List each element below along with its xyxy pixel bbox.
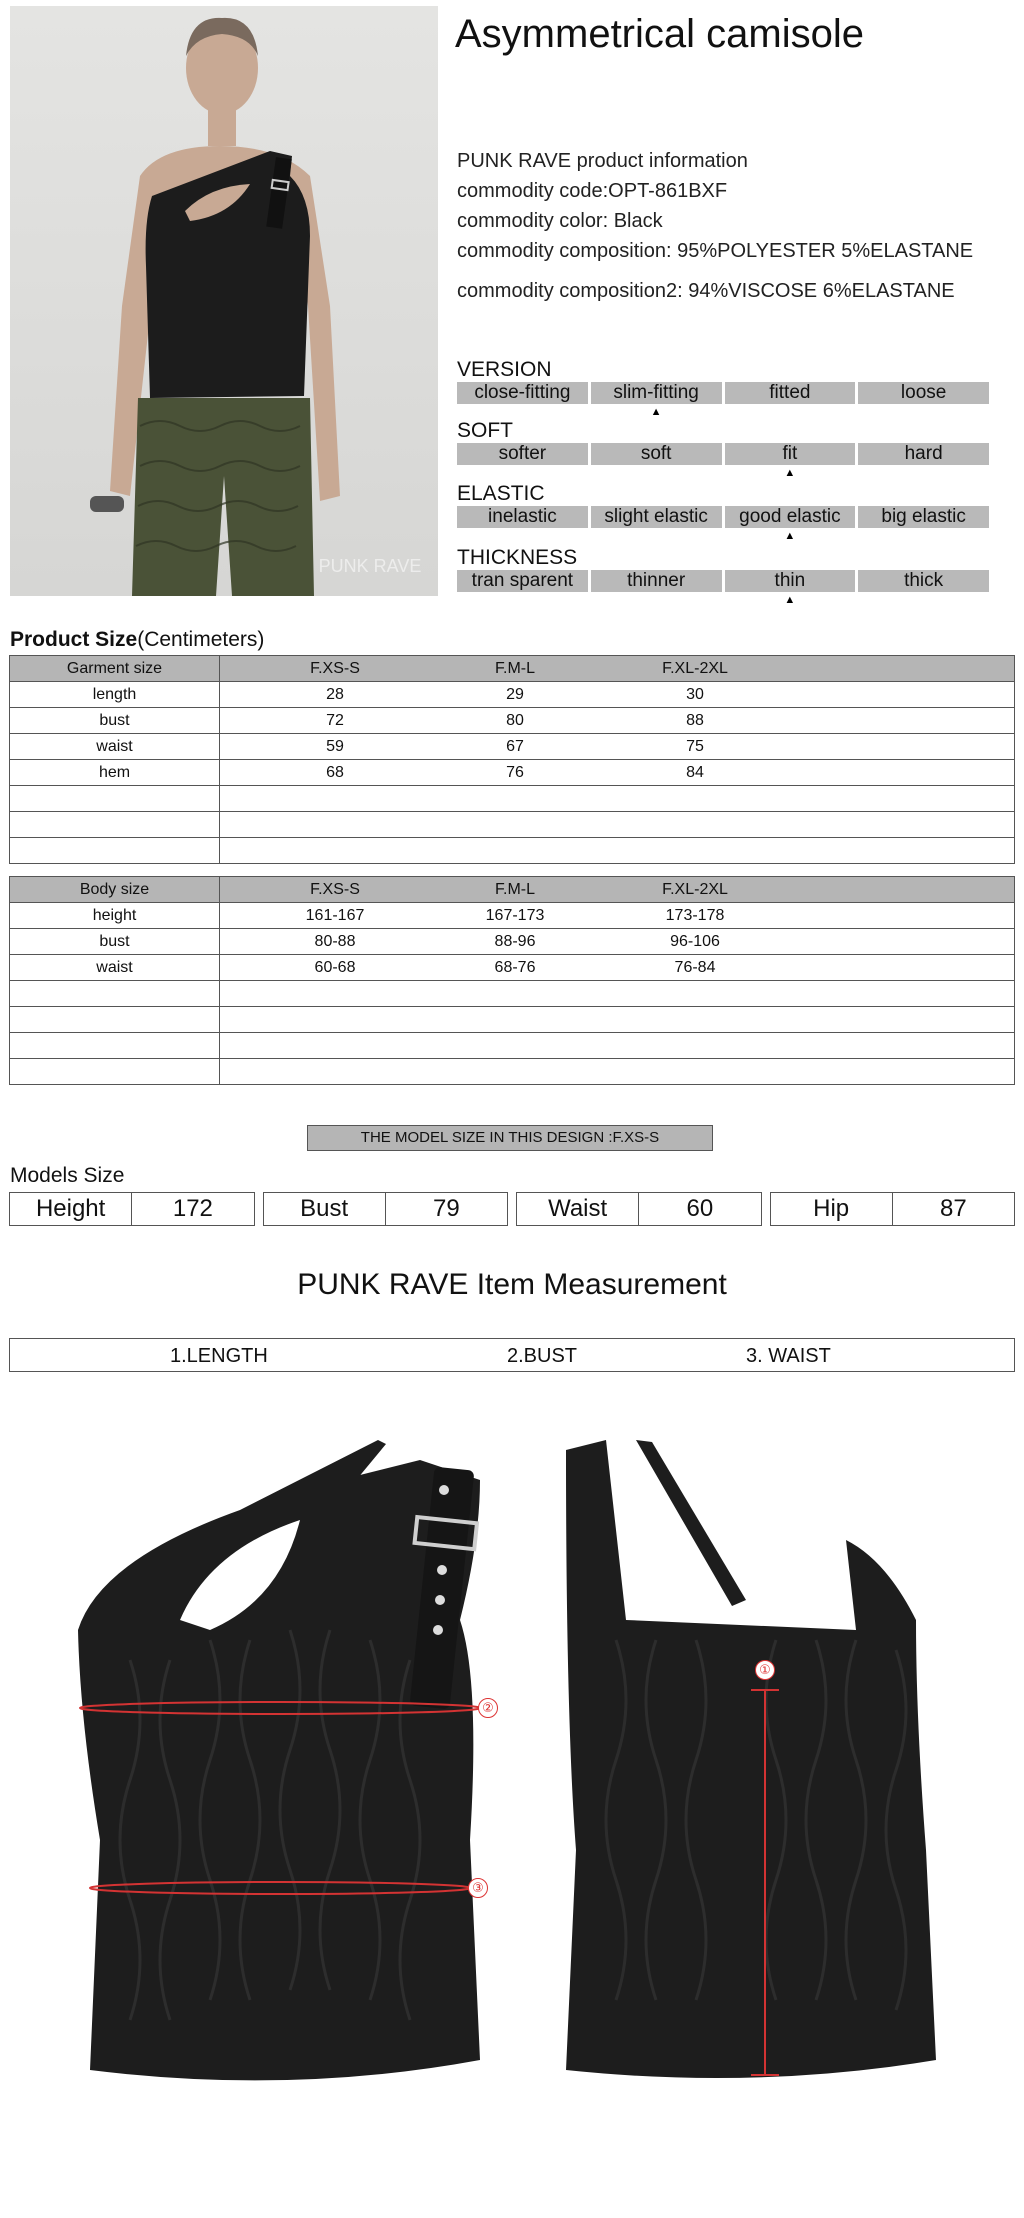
model-measure-box (263, 1192, 509, 1226)
table-cell: 84 (686, 764, 704, 781)
attr-version-option: slim-fitting ▲ (591, 382, 722, 404)
table-header-cell: F.XL-2XL (662, 660, 728, 677)
attr-version-label: VERSION (457, 358, 552, 381)
waist-marker: ③ (468, 1878, 488, 1898)
table-cell-empty (220, 786, 1015, 812)
table-values (220, 903, 1015, 929)
length-marker: ① (755, 1660, 775, 1680)
table-row (10, 929, 1015, 955)
table-values (220, 955, 1015, 981)
table-cell: 76 (506, 764, 524, 781)
table-cell: waist (10, 734, 220, 760)
table-row-empty (10, 838, 1015, 864)
photo-watermark: PUNK RAVE (318, 556, 422, 576)
model-measure-box (770, 1192, 1016, 1226)
table-row (10, 682, 1015, 708)
models-size-row (9, 1192, 1015, 1226)
attr-soft-label: SOFT (457, 419, 513, 442)
commodity-composition2: commodity composition2: 94%VISCOSE 6%ELASTANE (457, 280, 955, 302)
attr-version-option: loose (858, 382, 989, 404)
table-cell: bust (10, 708, 220, 734)
table-cell: 68 (326, 764, 344, 781)
model-measure-value: 60 (686, 1195, 714, 1222)
attr-soft-option: fit ▲ (725, 443, 856, 465)
table-cell: 28 (326, 686, 344, 703)
attr-version-option: fitted (725, 382, 856, 404)
attr-elastic-option: inelastic (457, 506, 588, 528)
table-cell-empty (220, 812, 1015, 838)
product-size-title (10, 628, 264, 652)
attr-elastic-option: slight elastic (591, 506, 722, 528)
table-row (10, 708, 1015, 734)
product-size-title-bold: Product Size (10, 628, 138, 651)
table-cell: 80 (506, 712, 524, 729)
model-measure-label: Waist (517, 1193, 639, 1225)
table-row-empty (10, 1059, 1015, 1085)
table-cell-empty (220, 1059, 1015, 1085)
measurement-legend (9, 1338, 1015, 1372)
table-cell: 68-76 (494, 959, 536, 976)
table-row (10, 734, 1015, 760)
table-values (220, 929, 1015, 955)
garment-back-view (556, 1420, 976, 2105)
model-measure-label: Hip (771, 1193, 893, 1225)
table-row-empty (10, 981, 1015, 1007)
table-cell: 173-178 (665, 907, 725, 924)
attr-soft-option: softer (457, 443, 588, 465)
table-cell: 72 (326, 712, 344, 729)
attr-thickness (457, 546, 989, 592)
table-cell-empty (10, 981, 220, 1007)
model-measure-value: 87 (940, 1195, 967, 1222)
measurement-item: 1.LENGTH (170, 1345, 268, 1367)
table-row-empty (10, 1007, 1015, 1033)
table-cell: 29 (506, 686, 524, 703)
table-cell: waist (10, 955, 220, 981)
model-measure-label: Height (10, 1193, 132, 1225)
garment-back-illustration (556, 1420, 976, 2100)
composition-value: 95%POLYESTER 5%ELASTANE (677, 240, 974, 262)
model-measure-box (516, 1192, 762, 1226)
attr-thickness-option: thick (858, 570, 989, 592)
table-row (10, 903, 1015, 929)
table-cell: hem (10, 760, 220, 786)
table-cell: 59 (326, 738, 344, 755)
table-header-cell: Garment size (10, 656, 220, 682)
table-row (10, 760, 1015, 786)
table-cell: 88-96 (494, 933, 536, 950)
table-header-cell: F.XS-S (310, 881, 360, 898)
table-cell: 30 (686, 686, 704, 703)
attr-elastic (457, 482, 989, 528)
model-size-note: THE MODEL SIZE IN THIS DESIGN :F.XS-S (307, 1125, 713, 1151)
table-cell: 60-68 (314, 959, 356, 976)
table-cell: 80-88 (314, 933, 356, 950)
measurement-title: PUNK RAVE Item Measurement (297, 1268, 727, 1301)
table-cell: length (10, 682, 220, 708)
product-size-unit: (Centimeters) (137, 628, 265, 651)
table-cell-empty (220, 1007, 1015, 1033)
commodity-composition (457, 236, 973, 266)
table-cell-empty (10, 838, 220, 864)
bust-marker: ② (478, 1698, 498, 1718)
table-values (220, 760, 1015, 786)
product-info (457, 146, 973, 306)
table-values (220, 708, 1015, 734)
measurement-item: 2.BUST (507, 1345, 578, 1367)
attr-thickness-option: tran sparent (457, 570, 588, 592)
table-cell-empty (220, 1033, 1015, 1059)
table-row-empty (10, 1033, 1015, 1059)
measurement-item: 3. WAIST (746, 1345, 831, 1367)
table-header-cell: F.M-L (495, 881, 535, 898)
table-header-values (220, 656, 1015, 682)
commodity-code: commodity code:OPT-861BXF (457, 180, 728, 202)
table-cell-empty (220, 838, 1015, 864)
model-measure-value: 79 (433, 1195, 460, 1222)
attr-soft (457, 419, 989, 465)
table-cell-empty (10, 1007, 220, 1033)
table-cell: 67 (506, 738, 524, 755)
attr-elastic-option: big elastic (858, 506, 989, 528)
table-row-empty (10, 812, 1015, 838)
table-cell-empty (220, 981, 1015, 1007)
table-cell-empty (10, 1059, 220, 1085)
table-cell: bust (10, 929, 220, 955)
table-header-row (10, 656, 1015, 682)
brand-info: PUNK RAVE product information (457, 150, 748, 172)
table-cell: 75 (686, 738, 704, 755)
model-measure-label: Bust (264, 1193, 386, 1225)
attr-soft-option: hard (858, 443, 989, 465)
model-photo (10, 6, 438, 596)
attr-soft-option: soft (591, 443, 722, 465)
table-row-empty (10, 786, 1015, 812)
table-cell: height (10, 903, 220, 929)
table-cell-empty (10, 812, 220, 838)
attr-version-option: close-fitting (457, 382, 588, 404)
table-header-cell: F.XS-S (310, 660, 360, 677)
table-cell-empty (10, 1033, 220, 1059)
table-header-cell: Body size (10, 877, 220, 903)
table-row (10, 955, 1015, 981)
models-size-title: Models Size (10, 1164, 125, 1187)
attr-version (457, 358, 989, 404)
attr-elastic-label: ELASTIC (457, 482, 545, 505)
table-cell: 96-106 (670, 933, 720, 950)
table-cell: 76-84 (674, 959, 716, 976)
commodity-color: commodity color: Black (457, 210, 663, 232)
attr-thickness-label: THICKNESS (457, 546, 578, 569)
table-header-cell: F.XL-2XL (662, 881, 728, 898)
table-header-row (10, 877, 1015, 903)
garment-front-view (60, 1420, 500, 2105)
table-cell: 88 (686, 712, 704, 729)
attr-elastic-option: good elastic ▲ (725, 506, 856, 528)
table-cell: 161-167 (305, 907, 365, 924)
model-illustration (10, 6, 438, 596)
table-cell-empty (10, 786, 220, 812)
attr-thickness-option: thin ▲ (725, 570, 856, 592)
product-title: Asymmetrical camisole (455, 12, 864, 56)
attr-thickness-option: thinner (591, 570, 722, 592)
model-measure-value: 172 (172, 1195, 213, 1222)
table-header-cell: F.M-L (495, 660, 535, 677)
garment-front-illustration (60, 1420, 500, 2100)
table-values (220, 682, 1015, 708)
composition-label: commodity composition: (457, 240, 672, 262)
model-measure-box (9, 1192, 255, 1226)
table-cell: 167-173 (485, 907, 545, 924)
table-header-values (220, 877, 1015, 903)
garment-size-table (9, 655, 1015, 864)
table-values (220, 734, 1015, 760)
body-size-table (9, 876, 1015, 1085)
